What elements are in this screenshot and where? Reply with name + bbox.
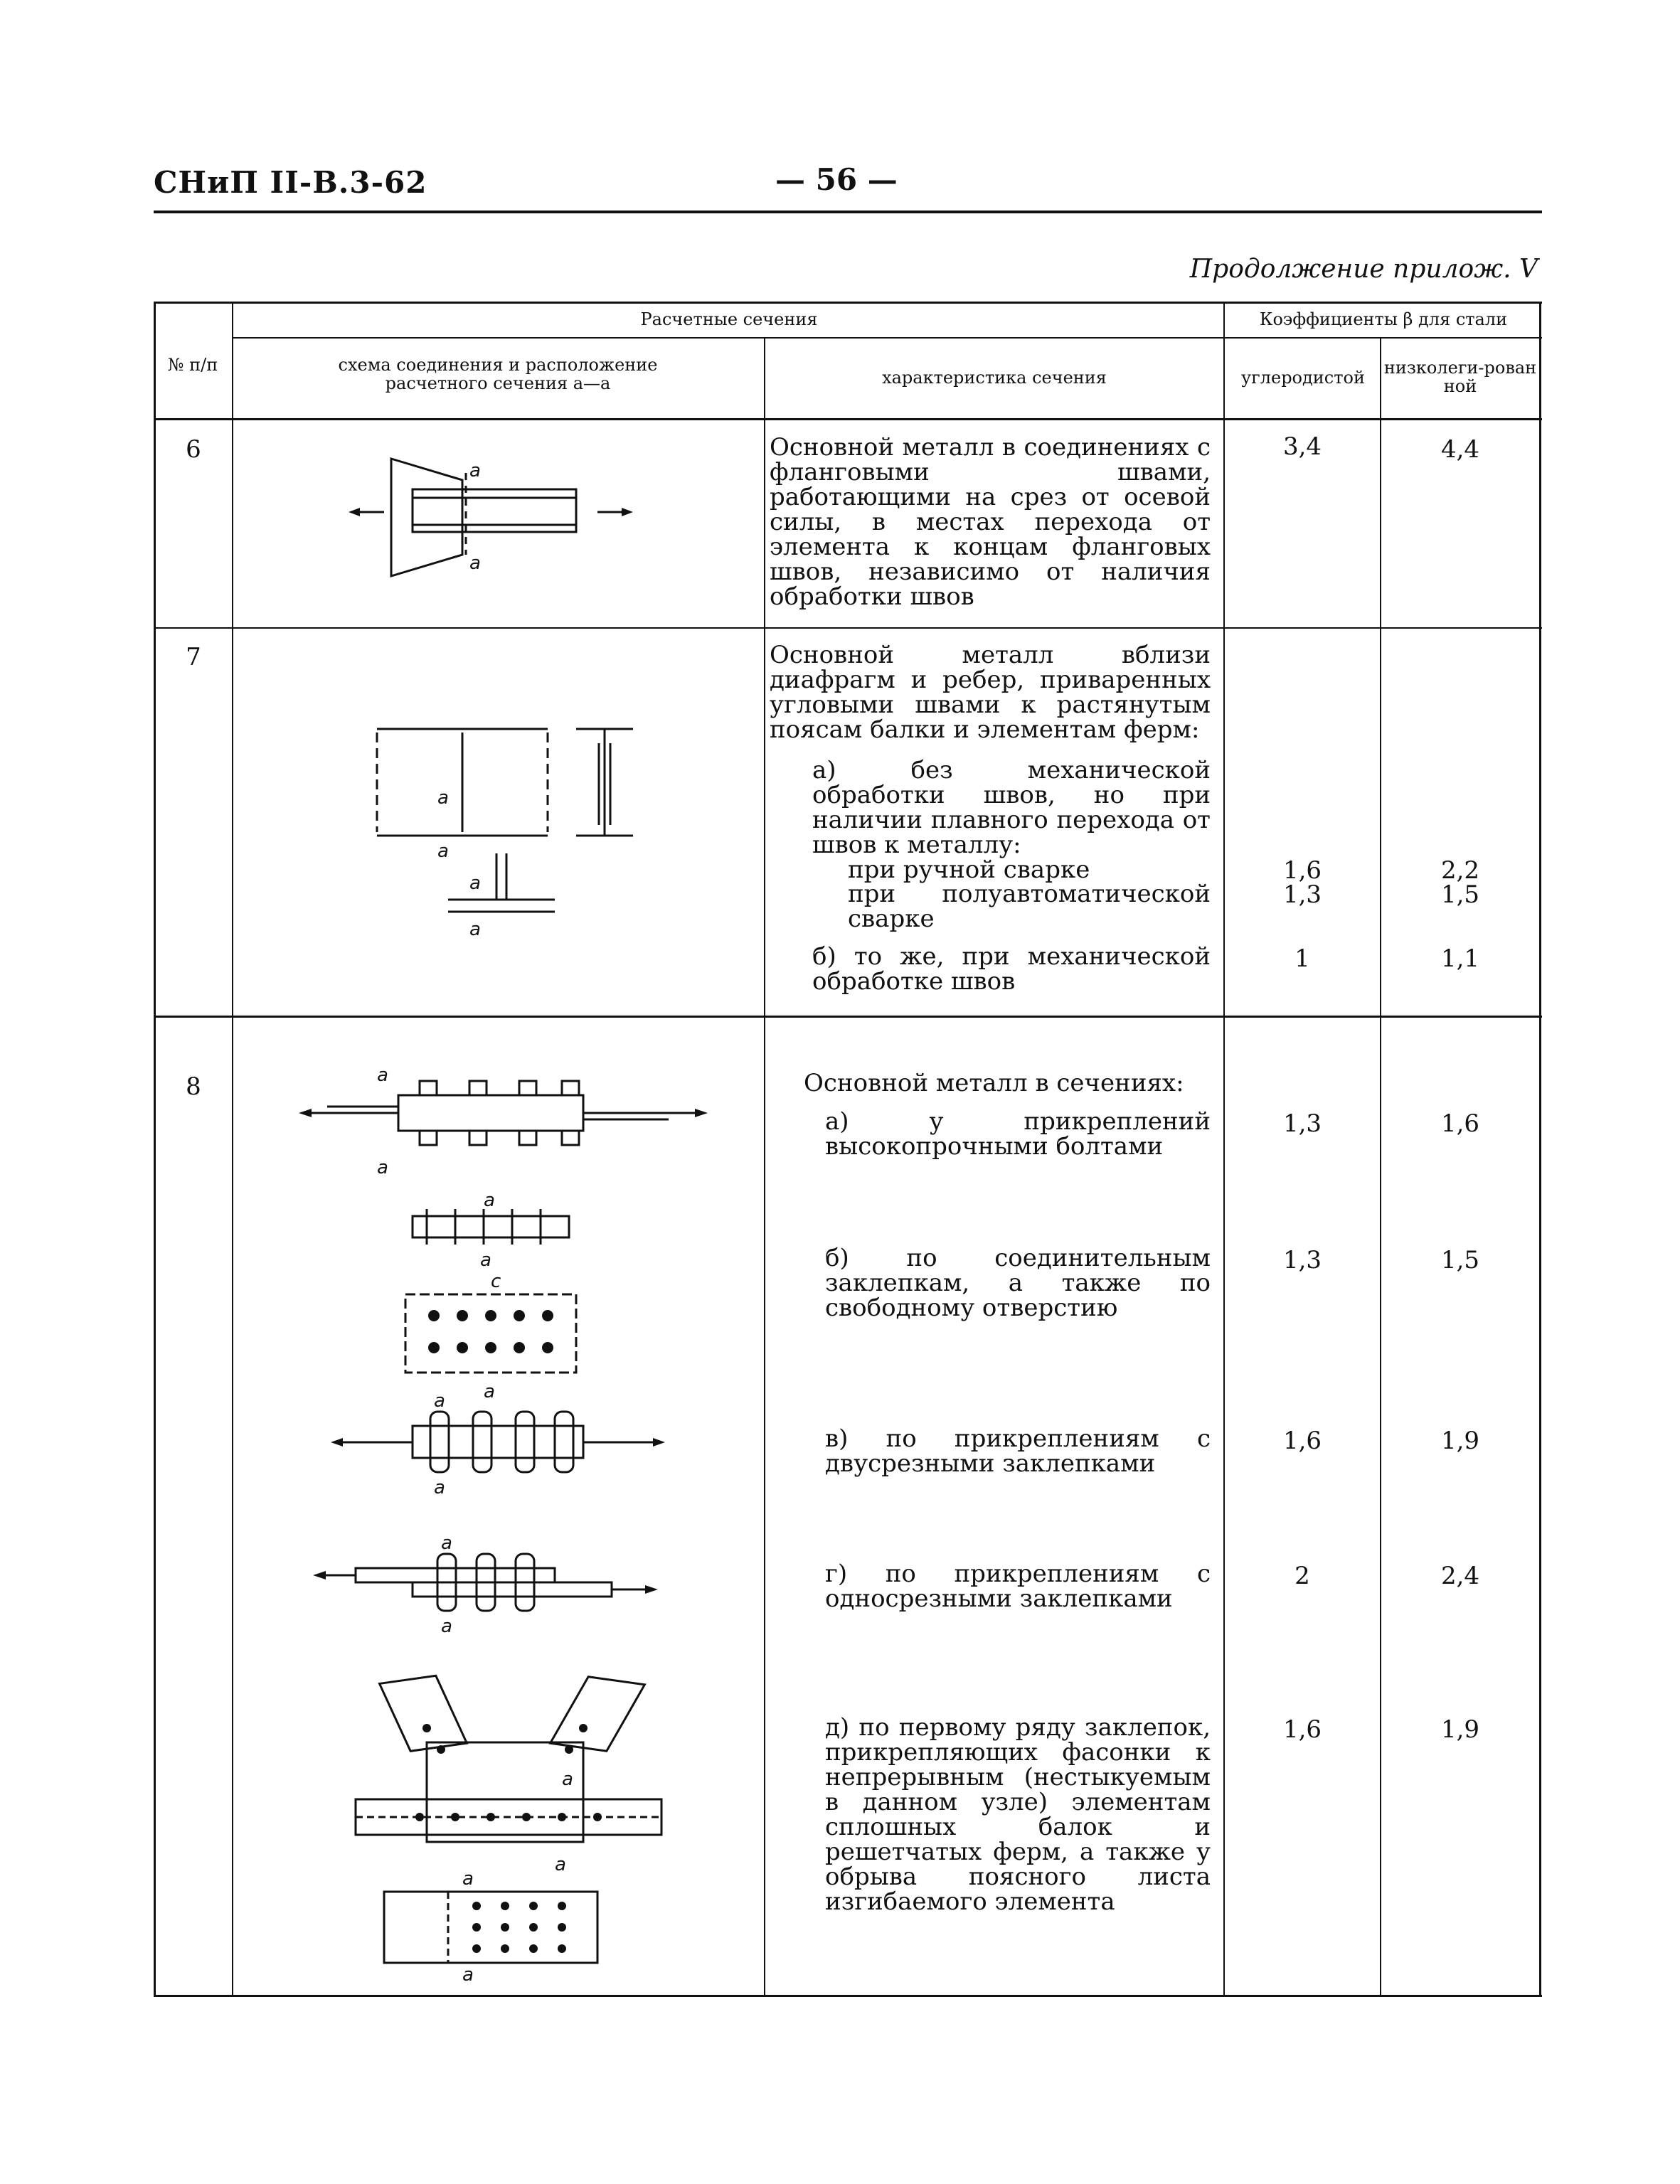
section-mark-a: а (462, 1868, 474, 1890)
header-sections: Расчетные сечения (640, 309, 818, 329)
row-8-item-a: а) у прикреплений высокопрочными болтами (825, 1107, 1211, 1161)
row-8-item-c: в) по прикреплениям с двусрезными заклепками (825, 1424, 1211, 1478)
row-8-a-carbon: 1,3 (1282, 1109, 1322, 1138)
row-8-scheme-single-shear (313, 1529, 669, 1636)
header-scheme: схема соединения и расположение расчетного сечения а—а (338, 355, 658, 394)
section-mark-a: а (469, 553, 481, 574)
row-8-a-lowalloy: 1,6 (1440, 1109, 1480, 1138)
row-8-scheme-gusset (341, 1657, 669, 1984)
row-6-carbon: 3,4 (1282, 432, 1322, 461)
section-mark-a: а (437, 841, 449, 862)
section-mark-a: а (441, 1616, 452, 1637)
row-6-text: Основной металл в соединениях с фланговыми швами, работающими на срез от осевой силы, в местах перехода от элемента к концам фланговых швов, независимо от наличия обработки швов (770, 433, 1211, 611)
header-num: № п/п (167, 355, 218, 375)
section-mark-c: с (491, 1271, 501, 1292)
row-8-item-e: д) по первому ряду заклепок, прикрепляющих фасонки к непрерывным (нестыкуемым в данном узле) элементам сплошных балок и решетчатых ферм, а также у обрыва поясного листа изгибаемого элемента (825, 1713, 1211, 1916)
bolt-icon (420, 1081, 579, 1145)
section-mark-a: а (441, 1533, 452, 1554)
row-7-item-b: б) то же, при механической обработке швов (812, 942, 1211, 996)
row-7-a1-carbon: 1,6 (1282, 856, 1322, 885)
page-number: — 56 — (775, 162, 898, 197)
section-mark-a: а (377, 1157, 388, 1178)
row-8-d-carbon: 2 (1294, 1562, 1310, 1590)
section-mark-a: а (469, 460, 481, 481)
section-mark-a: а (480, 1250, 491, 1271)
section-mark-a: а (377, 1065, 388, 1086)
section-mark-a: а (484, 1190, 495, 1211)
row-8-c-carbon: 1,6 (1282, 1427, 1322, 1455)
row-8-e-lowalloy: 1,9 (1440, 1715, 1480, 1744)
row-6-scheme-diagram (341, 448, 669, 583)
row-8-number: 8 (186, 1072, 201, 1101)
row-8-scheme-bolted (299, 1060, 711, 1181)
row-6-lowalloy: 4,4 (1440, 435, 1480, 464)
row-7-b-lowalloy: 1,1 (1440, 944, 1480, 973)
row-8-d-lowalloy: 2,4 (1440, 1562, 1480, 1590)
header-rule (154, 211, 1542, 213)
header-characteristic: характеристика сечения (882, 368, 1107, 388)
row-7-intro: Основной металл вблизи диафрагм и ребер, приваренных угловыми швами к растянутым поясам балки и элементам ферм: (770, 641, 1211, 744)
row-6-number: 6 (186, 435, 201, 464)
row-7-number: 7 (186, 643, 201, 671)
row-8-intro: Основной металл в сечениях: (804, 1069, 1184, 1097)
section-mark-a: а (562, 1769, 573, 1790)
row-8-c-lowalloy: 1,9 (1440, 1427, 1480, 1455)
section-mark-a: а (469, 919, 481, 940)
header-coefficients: Коэффициенты β для стали (1259, 309, 1508, 329)
section-mark-a: а (462, 1964, 474, 1986)
section-mark-a: а (555, 1854, 566, 1875)
document-code: СНиП II-В.3-62 (154, 165, 427, 200)
section-mark-a: а (434, 1477, 445, 1498)
continuation-note: Продолжение прилож. V (1189, 255, 1538, 284)
row-7-a2-lowalloy: 1,5 (1440, 880, 1480, 909)
row-7-item-a2: при полуавтоматической сварке (848, 880, 1211, 933)
section-mark-a: а (484, 1381, 495, 1402)
section-mark-a: а (469, 873, 481, 894)
row-7-item-a1: при ручной сварке (848, 856, 1090, 884)
row-8-item-d: г) по прикреплениям с односрезными заклепками (825, 1560, 1211, 1613)
row-8-e-carbon: 1,6 (1282, 1715, 1322, 1744)
section-mark-a: а (437, 787, 449, 809)
header-carbon-steel: углеродистой (1241, 368, 1365, 388)
row-8-b-carbon: 1,3 (1282, 1246, 1322, 1274)
header-lowalloy-steel: низколеги-рованной (1383, 358, 1537, 397)
row-7-scheme-diagram (370, 718, 654, 953)
row-8-item-b: б) по соединительным заклепкам, а также по свободному отверстию (825, 1244, 1211, 1322)
row-7-b-carbon: 1 (1294, 944, 1310, 973)
row-8-scheme-rivets (398, 1190, 597, 1408)
section-mark-a: а (434, 1390, 445, 1412)
row-7-a2-carbon: 1,3 (1282, 880, 1322, 909)
row-8-scheme-double-shear (327, 1390, 669, 1501)
row-7-a1-lowalloy: 2,2 (1440, 856, 1480, 885)
row-7-item-a: а) без механической обработки швов, но при наличии плавного перехода от швов к металлу: (812, 756, 1211, 859)
row-8-b-lowalloy: 1,5 (1440, 1246, 1480, 1274)
